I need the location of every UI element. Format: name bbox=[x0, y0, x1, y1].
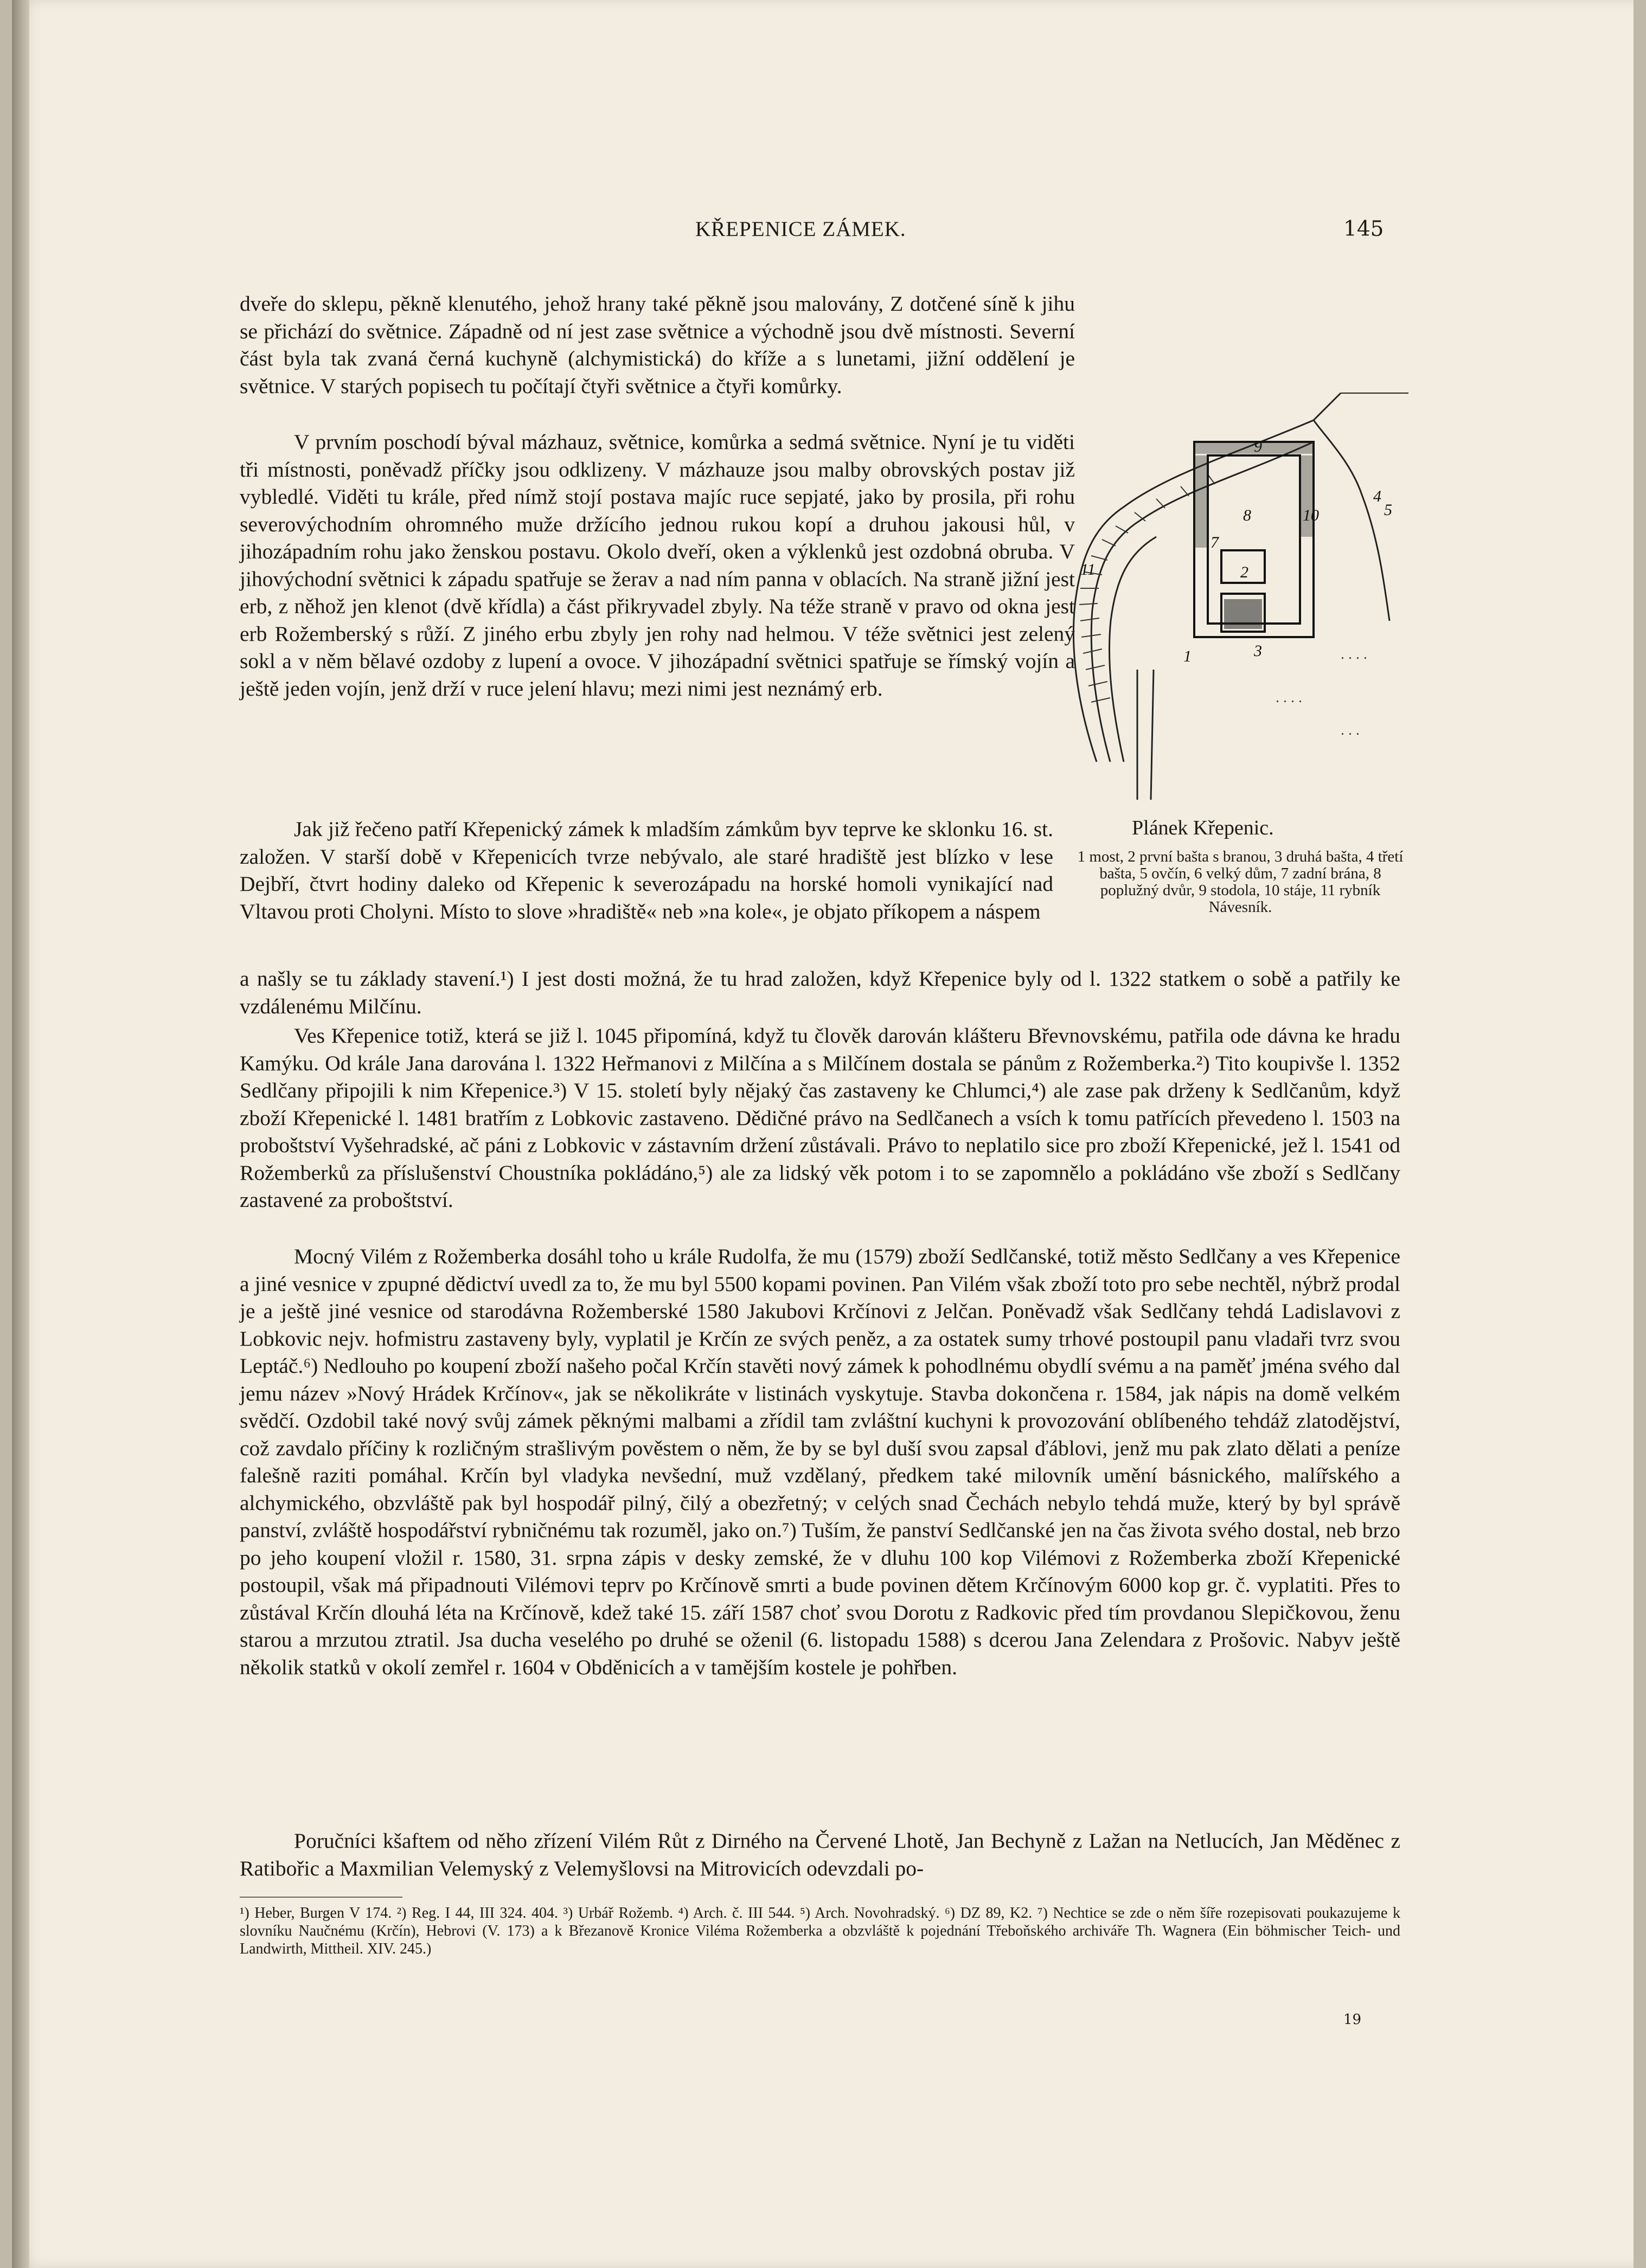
paragraph-first-floor: V prvním poschodí býval mázhauz, světnice, komůrka a sedmá světnice. Nyní je tu viděti tři místnosti, poněvadž příčky jsou odklizeny. V mázhauze jsou malby obrovských postav již vybledlé. Viděti tu krále, před nímž stojí postava majíc ruce sepjaté, jako by prosila, při rohu severovýchodním ohromného muže držícího jednou rukou kopí a druhou jakousi hůl, v jihozápadním rohu jako ženskou postavu. Okolo dveří, oken a výklenků jest ozdobná obruba. V jihovýchodní světnici k západu spatřuje se žerav a nad ním panna v oblacích. Na straně jižní jest erb, z něhož jen klenot (dvě křídla) a část přikryvadel zbyly. Na téže straně v pravo od okna jest erb Rožemberský s růží. Z jiného erbu zbyly jen rohy nad helmou. V téže světnici jest zelený sokl a v něm bělavé ozdoby z lupení a ovoce. V jihozápadní světnici spatřuje se římský vojín a ještě jeden vojín, jenž drží v ruce jelení hlavu; mezi nimi jest neznámý erb. bbox=[240, 430, 1075, 701]
book-page bbox=[12, 0, 1634, 2268]
plan-label-1: 1 bbox=[1183, 647, 1192, 665]
page-header bbox=[12, 217, 1634, 249]
paragraph-guardians: Poručníci kšaftem od něho zřízení Vilém Růt z Dirného na Červené Lhotě, Jan Bechyně z Lažan na Netlucích, Jan Měděnec z Ratibořic a Maxmilian Velemyský z Velemyšlovsi na Mitrovicích odevzdali po- bbox=[240, 1829, 1400, 1880]
plan-label-2: 2 bbox=[1240, 563, 1248, 581]
plan-label-11: 11 bbox=[1080, 561, 1096, 579]
paragraph-cellar: dveře do sklepu, pěkně klenutého, jehož hrany také pěkně jsou malovány, Z dotčené síně k jihu se přichází do světnice. Západně od ní jest zase světnice a východně jsou dvě místnosti. Severní část byla tak zvaná černá kuchyně (alchymistická) do kříže a s lunetami, jižní oddělení je světnice. V starých popisech tu počítají čtyři světnice a čtyři komůrky. bbox=[240, 292, 1075, 398]
plan-caption: Plánek Křepenic. bbox=[1132, 817, 1274, 839]
plan-label-9: 9 bbox=[1254, 438, 1262, 455]
page-number: 145 bbox=[1343, 217, 1384, 241]
plan-label-3: 3 bbox=[1254, 642, 1262, 660]
running-title: KŘEPENICE ZÁMEK. bbox=[695, 217, 906, 241]
footnote-divider bbox=[240, 1897, 402, 1898]
plan-label-4: 4 bbox=[1373, 487, 1381, 505]
svg-text:. . . .: . . . . bbox=[1276, 689, 1302, 706]
paragraph-krcin: Mocný Vilém z Rožemberka dosáhl toho u krále Rudolfa, že mu (1579) zboží Sedlčanské, totiž město Sedlčany a ves Křepenice a jiné vesnice v zpupné dědictví uvedl za to, že mu byl 5500 kopami povinen. Pan Vilém však zboží toto pro sebe nechtěl, nýbrž prodal je a ještě jiné vesnice od starodávna Rožemberské 1580 Jakubovi Krčínovi z Jelčan. Poněvadž však Sedlčany tehdá Ladislavovi z Lobkovic nejv. hofmistru zastaveny byly, vyplatil je Krčín ze svých peněz, a za ostatek sumy trhové postoupil panu vladaři tvrz svou Leptáč.⁶) Nedlouho po koupení zboží našeho počal Krčín stavěti nový zámek k pohodlnému obydlí svému a na paměť jména svého dal jemu název »Nový Hrádek Krčínov«, jak se několikráte v listinách vyskytuje. Stavba dokončena r. 1584, jak nápis na domě velkém svědčí. Ozdobil také nový svůj zámek pěknými malbami a zřídil tam zvláštní kuchyni k provozování oblíbeného tehdáž zlatodějství, což zavdalo příčiny k rozličným strašlivým pověstem o něm, že by se byl duší svou zapsal ďáblovi, jenž mu pak zlato dělati a peníze falešně raziti pomáhal. Krčín byl vladyka nevšední, muž vzdělaný, předkem také milovník umění básnického, malířského a alchymického, obzvláště pak byl hospodář pilný, čilý a obezřetný; v celých snad Čechách nebylo tehdá muže, který by byl správě panství, zvláště hospodářství rybničnému tak rozuměl, jako on.⁷) Tuším, že panství Sedlčanské jen na čas života svého dostal, neb brzo po jeho koupení vložil r. 1580, 31. srpna zápis v desky zemské, že v dluhu 100 kop Vilémovi z Rožemberka zboží Křepenické postoupil, však má připadnouti Vilémovi teprv po Krčínově smrti a bude povinen dětem Krčínovým 6000 kop gr. č. vyplatiti. Přes to zůstával Krčín dlouhá léta na Krčínově, kdež také 15. září 1587 choť svou Dorotu z Radkovic před tím provdanou Slepičkovou, ženu starou a mrzutou ztratil. Jsa ducha veselého po druhé se oženil (6. listopadu 1588) s dcerou Jana Zelendara z Prošovic. Nabyv ještě několik statků v okolí zemřel r. 1604 v Obděnicích a v tamějším kostele je pohřben. bbox=[240, 1244, 1400, 1679]
svg-text:. . .: . . . bbox=[1341, 722, 1360, 738]
castle-plan-drawing bbox=[1059, 388, 1408, 805]
plan-label-8: 8 bbox=[1243, 506, 1251, 524]
plan-label-5: 5 bbox=[1384, 501, 1392, 519]
footnotes: ¹) Heber, Burgen V 174. ²) Reg. I 44, III 324. 404. ³) Urbář Rožemb. ⁴) Arch. č. III 544. ⁵) Arch. Novohradský. ⁶) DZ 89, K2. ⁷) Nechtice se zde o něm šíře rozepisovati poukazujeme k slovníku Naučnému (Krčín), Hebrovi (V. 173) a k Březanově Kronice Viléma Rožemberka a obzvláště k pojednání Třeboňského archiváře Th. Wagnera (Ein böhmischer Teich- und Landwirth, Mittheil. XIV. 245.) bbox=[240, 1905, 1400, 1957]
paragraph-history: Ves Křepenice totiž, která se již l. 1045 připomíná, když tu člověk darován klášteru Břevnovskému, patřila ode dávna ke hradu Kamýku. Od krále Jana darována l. 1322 Heřmanovi z Milčína a s Milčínem dostala se pánům z Rožemberka.²) Tito koupivše l. 1352 Sedlčany připojili k nim Křepenice.³) V 15. století byly nějaký čas zastaveny ke Chlumci,⁴) ale zase pak drženy k Sedlčanům, když zboží Křepenické l. 1481 bratřím z Lobkovic zastaveno. Dědičné právo na Sedlčanech a vsích k tomu patřících převedeno l. 1503 na proboštství Vyšehradské, ač páni z Lobkovic v zástavním držení zůstávali. Právo to neplatilo sice pro zboží Křepenické, jež l. 1541 od Rožemberků za příslušenství Choustníka pokládáno,⁵) ale za lidský věk potom i to se zapomnělo a pokládáno vše zboží s Sedlčany zastavené za proboštství. bbox=[240, 1024, 1400, 1212]
page-gutter bbox=[12, 0, 29, 2268]
plan-legend: 1 most, 2 první bašta s branou, 3 druhá bašta, 4 třetí bašta, 5 ovčín, 6 velký dům, 7 zadní brána, 8 poplužný dvůr, 9 stodola, 10 stáje, 11 rybník Návesník. bbox=[1077, 848, 1404, 916]
plan-label-7: 7 bbox=[1211, 534, 1219, 551]
paragraph-foundations: a našly se tu základy stavení.¹) I jest dosti možná, že tu hrad založen, když Křepenice byly od l. 1322 statkem o sobě a patřily ke vzdálenému Milčínu. bbox=[240, 967, 1400, 1018]
castle-plan-figure bbox=[1059, 388, 1408, 843]
paragraph-castle-age: Jak již řečeno patří Křepenický zámek k mladším zámkům byv teprve ke sklonku 16. st. založen. V starší době v Křepenicích tvrze nebývalo, ale staré hradiště jest blízko v lese Dejbří, čtvrt hodiny daleko od Křepenic k severozápadu na horské homoli vynikající nad Vltavou proti Cholyni. Místo to slove »hradiště« neb »na kole«, je objato příkopem a náspem bbox=[240, 817, 1053, 923]
sheet-signature: 19 bbox=[1343, 2012, 1362, 2028]
svg-text:. . . .: . . . . bbox=[1341, 646, 1367, 663]
plan-label-10: 10 bbox=[1303, 506, 1319, 524]
